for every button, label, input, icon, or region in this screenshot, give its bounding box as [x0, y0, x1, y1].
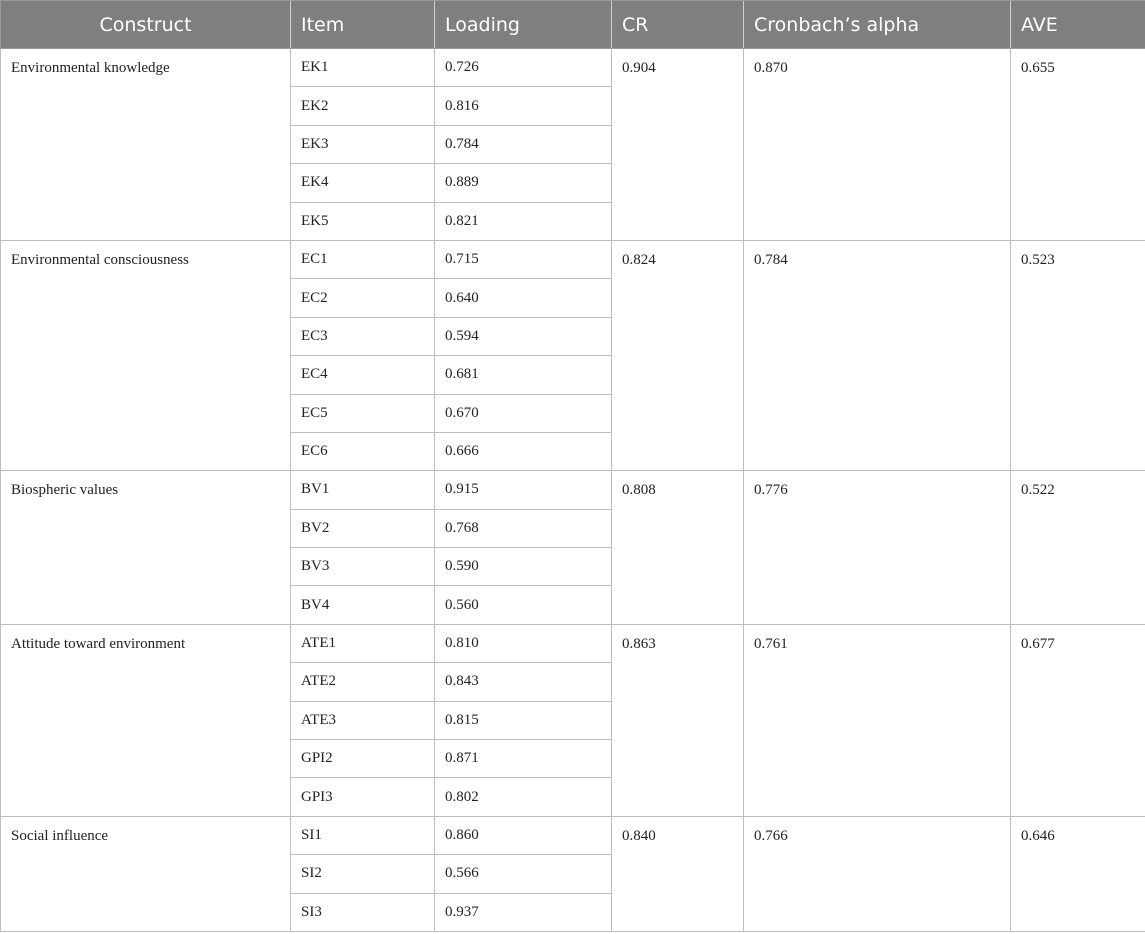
item-cell: SI1 — [291, 816, 435, 854]
loading-cell: 0.594 — [435, 317, 612, 355]
item-cell: EC4 — [291, 356, 435, 394]
header-ave: AVE — [1011, 1, 1145, 49]
item-cell: ATE1 — [291, 624, 435, 662]
construct-cell: Biospheric values — [1, 471, 291, 625]
item-cell: GPI3 — [291, 778, 435, 816]
ave-cell: 0.522 — [1011, 471, 1145, 625]
loading-cell: 0.860 — [435, 816, 612, 854]
item-cell: EK1 — [291, 49, 435, 87]
loading-cell: 0.715 — [435, 240, 612, 278]
loading-cell: 0.871 — [435, 740, 612, 778]
loading-cell: 0.843 — [435, 663, 612, 701]
table-row — [1, 49, 1145, 87]
item-cell: SI3 — [291, 893, 435, 931]
item-cell: BV3 — [291, 548, 435, 586]
loading-cell: 0.815 — [435, 701, 612, 739]
cronbach-alpha-cell: 0.870 — [744, 49, 1011, 241]
header-cr: CR — [612, 1, 744, 49]
item-cell: EC2 — [291, 279, 435, 317]
loading-cell: 0.681 — [435, 356, 612, 394]
table-row — [1, 240, 1145, 278]
loading-cell: 0.937 — [435, 893, 612, 931]
loading-cell: 0.666 — [435, 432, 612, 470]
item-cell: GPI2 — [291, 740, 435, 778]
ave-cell: 0.523 — [1011, 240, 1145, 470]
cronbach-alpha-cell: 0.761 — [744, 624, 1011, 816]
table-header — [1, 1, 1145, 49]
loading-cell: 0.915 — [435, 471, 612, 509]
loading-cell: 0.784 — [435, 125, 612, 163]
table-row — [1, 471, 1145, 509]
loading-cell: 0.802 — [435, 778, 612, 816]
ave-cell: 0.677 — [1011, 624, 1145, 816]
item-cell: EC6 — [291, 432, 435, 470]
loading-cell: 0.640 — [435, 279, 612, 317]
cronbach-alpha-cell: 0.766 — [744, 816, 1011, 931]
header-cronbach-alpha: Cronbach’s alpha — [744, 1, 1011, 49]
cronbach-alpha-cell: 0.776 — [744, 471, 1011, 625]
item-cell: EK5 — [291, 202, 435, 240]
loading-cell: 0.566 — [435, 855, 612, 893]
loading-cell: 0.889 — [435, 164, 612, 202]
header-item: Item — [291, 1, 435, 49]
item-cell: BV2 — [291, 509, 435, 547]
loading-cell: 0.816 — [435, 87, 612, 125]
item-cell: ATE2 — [291, 663, 435, 701]
loading-cell: 0.768 — [435, 509, 612, 547]
loading-cell: 0.821 — [435, 202, 612, 240]
loading-cell: 0.670 — [435, 394, 612, 432]
construct-cell: Environmental knowledge — [1, 49, 291, 241]
cr-cell: 0.808 — [612, 471, 744, 625]
cr-cell: 0.824 — [612, 240, 744, 470]
header-loading: Loading — [435, 1, 612, 49]
item-cell: EC5 — [291, 394, 435, 432]
loading-cell: 0.590 — [435, 548, 612, 586]
construct-cell: Social influence — [1, 816, 291, 931]
cronbach-alpha-cell: 0.784 — [744, 240, 1011, 470]
loading-cell: 0.726 — [435, 49, 612, 87]
header-row — [1, 1, 1145, 49]
table-body — [1, 49, 1145, 932]
item-cell: ATE3 — [291, 701, 435, 739]
cr-cell: 0.904 — [612, 49, 744, 241]
table-row — [1, 624, 1145, 662]
item-cell: EK4 — [291, 164, 435, 202]
item-cell: BV4 — [291, 586, 435, 624]
table-row — [1, 816, 1145, 854]
item-cell: EK2 — [291, 87, 435, 125]
item-cell: EC1 — [291, 240, 435, 278]
ave-cell: 0.646 — [1011, 816, 1145, 931]
loading-cell: 0.810 — [435, 624, 612, 662]
construct-cell: Environmental consciousness — [1, 240, 291, 470]
item-cell: EK3 — [291, 125, 435, 163]
item-cell: EC3 — [291, 317, 435, 355]
item-cell: BV1 — [291, 471, 435, 509]
item-cell: SI2 — [291, 855, 435, 893]
ave-cell: 0.655 — [1011, 49, 1145, 241]
cr-cell: 0.863 — [612, 624, 744, 816]
header-construct: Construct — [1, 1, 291, 49]
cr-cell: 0.840 — [612, 816, 744, 931]
construct-cell: Attitude toward environment — [1, 624, 291, 816]
loading-cell: 0.560 — [435, 586, 612, 624]
